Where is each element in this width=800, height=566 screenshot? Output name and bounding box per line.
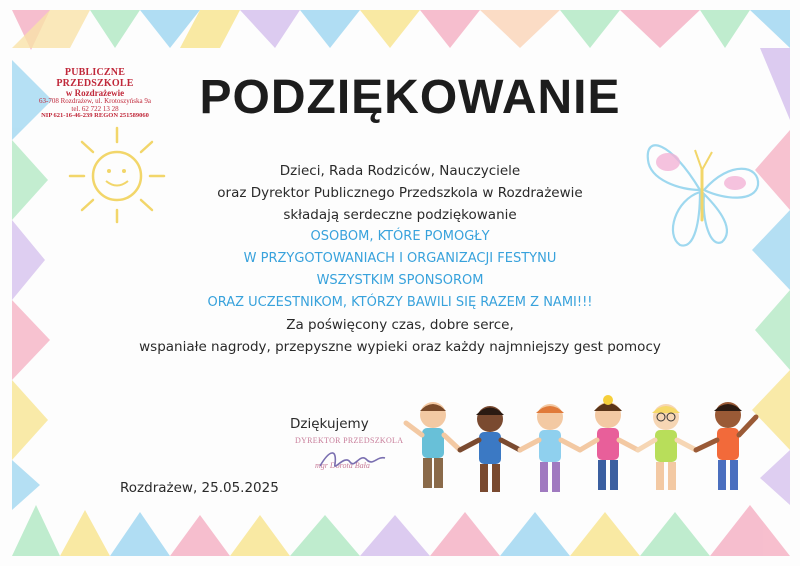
children-illustration [398,395,773,510]
director-name: mgr Dorota Bała [315,461,370,470]
child-5 [638,404,696,490]
body-line-5: wspaniałe nagrody, przepyszne wypieki oraz każdy najmniejszy gest pomocy [139,339,661,355]
stamp-name: PUBLICZNE PRZEDSZKOLE [56,67,134,89]
child-1 [406,402,460,488]
body-line-2: oraz Dyrektor Publicznego Przedszkola w Rozdrażewie [217,185,583,201]
body-blue-3: WSZYSTKIM SPONSOROM [316,273,484,288]
body-line-4: Za poświęcony czas, dobre serce, [286,317,514,333]
child-3 [520,404,580,492]
body-blue-2: W PRZYGOTOWANIACH I ORGANIZACJI FESTYNU [243,251,557,266]
child-2 [460,406,520,492]
page-title: PODZIĘKOWANIE [199,71,621,124]
body-line-3: składają serdeczne podziękowanie [283,207,517,223]
stamp-phone: tel. 62 722 13 28 [71,104,119,113]
director-title: DYREKTOR PRZEDSZKOLA [295,436,404,445]
preschool-stamp [28,68,162,120]
body-line-1: Dzieci, Rada Rodziców, Nauczyciele [279,163,521,179]
child-4 [580,395,638,490]
signature-icon [315,444,395,474]
message-body [90,160,710,358]
stamp-ids: NIP 621-16-46-239 REGON 251589060 [41,112,149,120]
body-blue-4: ORAZ UCZESTNIKOM, KTÓRZY BAWILI SIĘ RAZEM Z NAMI!!! [207,295,593,310]
stamp-address: 63-708 Rozdrażew, ul. Krotoszyńska 9a [39,97,151,106]
stamp-place: w Rozdrażewie [65,88,125,98]
child-6 [696,402,756,490]
body-blue-1: OSOBOM, KTÓRE POMOGŁY [310,229,490,244]
thanks-text: Dziękujemy [290,416,369,432]
date-line: Rozdrażew, 25.05.2025 [120,480,279,496]
